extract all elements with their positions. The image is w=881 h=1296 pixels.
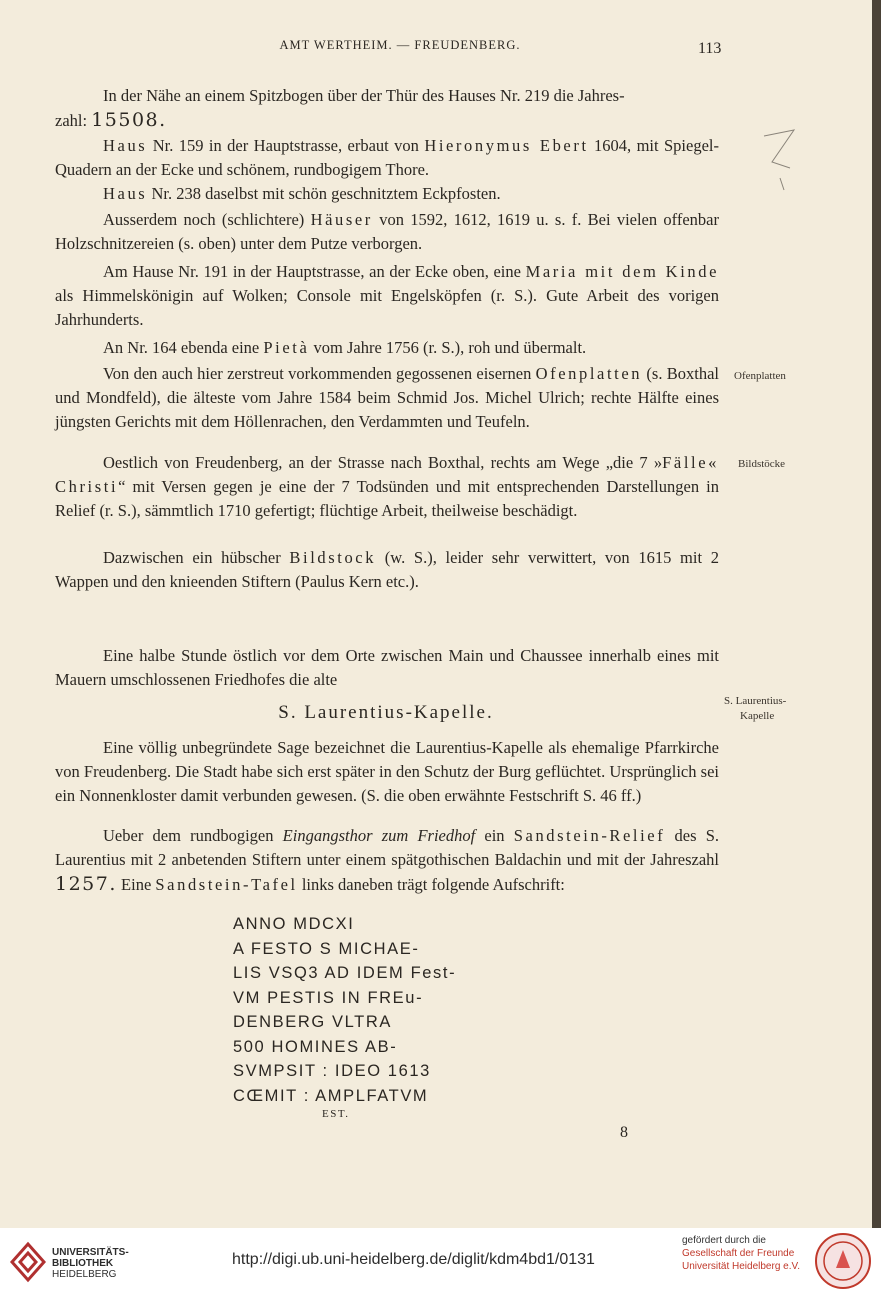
inscription-line-5: DENBERG VLTRA	[233, 1013, 392, 1031]
paragraph-3: Haus Nr. 238 daselbst mit schön geschnitztem Eckpfosten.	[103, 184, 501, 203]
inscription-end: EST.	[322, 1108, 350, 1120]
paragraph-6: An Nr. 164 ebenda eine Pietà vom Jahre 1756 (r. S.), roh und übermalt.	[103, 338, 587, 357]
paragraph-2: Haus Nr. 159 in der Hauptstrasse, erbaut von Hieronymus Ebert 1604, mit Spiegel-Quadern an der Ecke und schönem, rundbogigem Thore.	[55, 136, 719, 179]
university-library-logo-icon	[8, 1240, 48, 1284]
section-heading: S. Laurentius-Kapelle.	[278, 702, 494, 723]
university-seal-icon	[814, 1232, 872, 1290]
paragraph-12: Ueber dem rundbogigen Eingangsthor zum Friedhof ein Sandstein-Relief des S. Laurentius mit 2 anbetenden Stiftern unter einem spätgothischen Baldachin und mit der Jahreszahl 1257. Eine Sandstein-Tafel links daneben trägt folgende Aufschrift:	[55, 826, 719, 895]
margin-note-laurentius: S. Laurentius-	[724, 695, 787, 707]
paragraph-9: Dazwischen ein hübscher Bildstock (w. S.), leider sehr verwittert, von 1615 mit 2 Wappen und den knieenden Stiftern (Paulus Kern etc.).	[55, 548, 719, 591]
footer-bar	[0, 1228, 881, 1296]
paragraph-1: In der Nähe an einem Spitzbogen über der Thür des Hauses Nr. 219 die Jahres- zahl: 15508.	[55, 86, 625, 131]
margin-note-kapelle: Kapelle	[740, 710, 775, 722]
library-name: UNIVERSITÄTS- BIBLIOTHEK HEIDELBERG	[52, 1247, 129, 1280]
paragraph-7: Von den auch hier zerstreut vorkommenden gegossenen eisernen Ofenplatten (s. Boxthal und Mondfeld), die älteste vom Jahre 1584 beim Schmid Jos. Michel Ulrich; rechte Hälfte eines jüngsten Gerichts mit dem Höllenrachen, den Verdammten und Teufeln.	[55, 364, 719, 431]
digital-url-link[interactable]: http://digi.ub.uni-heidelberg.de/diglit/kdm4bd1/0131	[232, 1251, 595, 1268]
margin-note-bildstoecke: Bildstöcke	[738, 458, 786, 470]
paragraph-5: Am Hause Nr. 191 in der Hauptstrasse, an der Ecke oben, eine Maria mit dem Kinde als Himmelskönigin auf Wolken; Console mit Engelsköpfen (r. S.). Gute Arbeit des vorigen Jahrhunderts.	[55, 262, 720, 329]
inscription-line-1: ANNO MDCXI	[233, 915, 355, 933]
page-number: 113	[698, 40, 722, 57]
pencil-scribble-icon	[760, 128, 800, 198]
inscription-line-4: VM PESTIS IN FREu-	[233, 989, 424, 1007]
paragraph-8: Oestlich von Freudenberg, an der Strasse nach Boxthal, rechts am Wege „die 7 »Fälle« Christi“ mit Versen gegen je eine der 7 Todsünden und mit entsprechenden Darstellungen in Relief (r. S.), sämmtlich 1710 gefertigt; flüchtige Arbeit, theilweise beschädigt.	[55, 453, 719, 520]
running-title: AMT WERTHEIM. — FREUDENBERG.	[279, 38, 521, 52]
sponsor-text: gefördert durch die Gesellschaft der Freunde Universität Heidelberg e.V.	[682, 1235, 801, 1272]
handwritten-year: 15508.	[91, 109, 167, 131]
paragraph-10: Eine halbe Stunde östlich vor dem Orte zwischen Main und Chaussee innerhalb eines mit Mauern umschlossenen Friedhofes die alte	[55, 646, 719, 689]
inscription-line-3: LIS VSQ3 AD IDEM Fest-	[233, 964, 457, 982]
scan-edge	[872, 0, 881, 1228]
signature-mark: 8	[620, 1124, 628, 1141]
inscription-line-6: 500 HOMINES AB-	[233, 1038, 398, 1056]
inscription-line-8: CŒMIT : AMPLFATVM	[233, 1087, 429, 1105]
margin-note-ofenplatten: Ofenplatten	[734, 370, 786, 382]
paragraph-11: Eine völlig unbegründete Sage bezeichnet die Laurentius-Kapelle als ehemalige Pfarrkirche von Freudenberg. Die Stadt habe sich erst später in den Schutz der Burg geflüchtet. Ursprünglich sei ein Nonnenkloster damit verbunden gewesen. (S. die oben erwähnte Festschrift S. 46 ff.)	[55, 738, 719, 805]
paragraph-4: Ausserdem noch (schlichtere) Häuser von 1592, 1612, 1619 u. s. f. Bei vielen offenbar Holzschnitzereien (s. oben) unter dem Putze verborgen.	[55, 210, 719, 253]
inscription-line-7: SVMPSIT : IDEO 1613	[233, 1062, 431, 1080]
inscription-line-2: A FESTO S MICHAE-	[233, 940, 420, 958]
handwritten-year-2: 1257.	[55, 873, 117, 895]
